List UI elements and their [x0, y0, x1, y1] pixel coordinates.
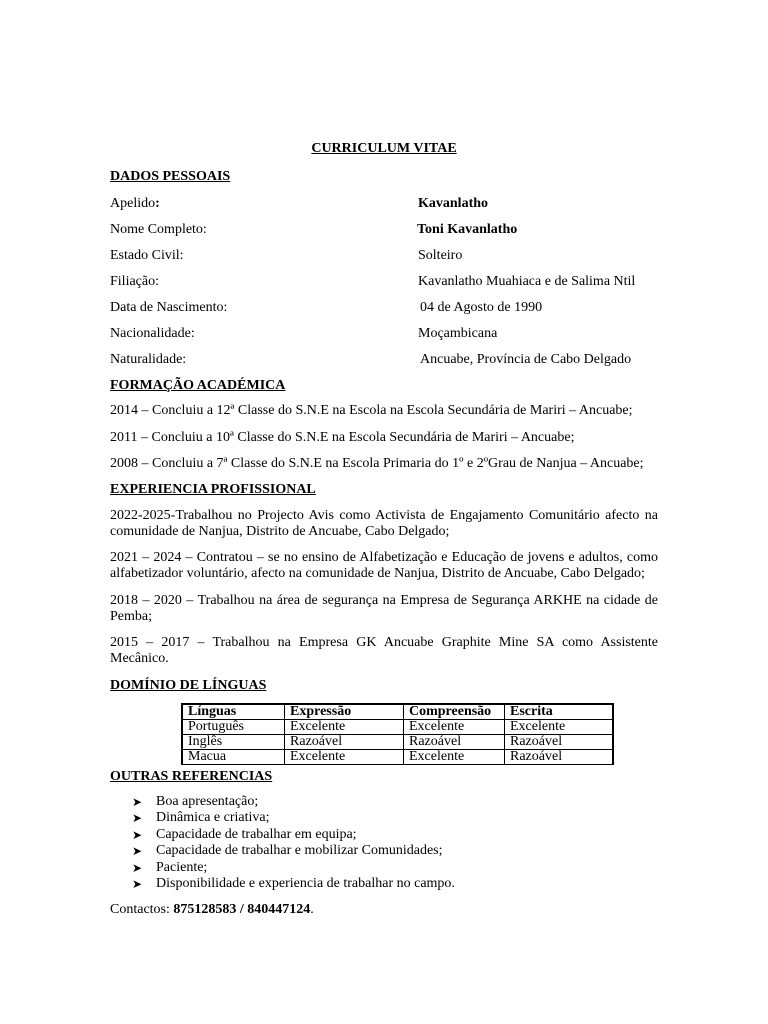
table-cell: Razoável: [505, 735, 614, 750]
education-item: 2014 – Concluiu a 12ª Classe do S.N.E na Escola na Escola Secundária de Mariri – Ancuabe;: [110, 403, 633, 418]
languages-table: [181, 703, 614, 765]
row-value: Ancuabe, Província de Cabo Delgado: [420, 352, 632, 367]
table-cell: Razoável: [404, 735, 505, 750]
list-item: [132, 827, 455, 843]
experience-item: 2022-2025-Trabalhou no Projecto Avis como Activista de Engajamento Comunitário afecto na comunidade de Nanjua, Distrito de Ancuabe, Cabo Delgado;: [110, 508, 658, 539]
table-cell: Excelente: [285, 720, 404, 735]
experience-heading: EXPERIENCIA PROFISSIONAL: [110, 482, 316, 497]
list-item-text: Paciente;: [156, 859, 208, 875]
table-row: [182, 750, 613, 765]
column-header: Escrita: [505, 704, 614, 720]
row-colon: :: [155, 196, 160, 211]
list-item-text: Disponibilidade e experiencia de trabalhar no campo.: [156, 876, 455, 892]
row-label: Nome Completo:: [110, 222, 207, 237]
row-value: Toni Kavanlatho: [417, 222, 518, 237]
experience-item: 2021 – 2024 – Contratou – se no ensino de Alfabetização e Educação de jovens e adultos, como alfabetizador voluntário, afecto na comunidade de Nanjua, Distrito de Ancuabe, Cabo Delgado;: [110, 550, 658, 581]
column-header: Línguas: [182, 704, 285, 720]
languages-heading: DOMÍNIO DE LÍNGUAS: [110, 678, 267, 693]
personal-row: [110, 300, 658, 318]
list-item-text: Dinâmica e criativa;: [156, 810, 270, 826]
document-title: CURRICULUM VITAE: [311, 141, 457, 156]
personal-row: [110, 326, 658, 344]
experience-item: 2015 – 2017 – Trabalhou na Empresa GK Ancuabe Graphite Mine SA como Assistente Mecânico.: [110, 635, 658, 666]
table-row: [182, 735, 613, 750]
personal-row: [110, 196, 658, 214]
column-header: Compreensão: [404, 704, 505, 720]
table-cell: Macua: [182, 750, 285, 765]
references-heading: OUTRAS REFERENCIAS: [110, 769, 273, 784]
arrowhead-bullet-icon: ➤: [132, 811, 143, 826]
personal-row: [110, 352, 658, 370]
row-label: Filiação:: [110, 274, 159, 289]
table-cell: Excelente: [404, 750, 505, 765]
table-cell: Português: [182, 720, 285, 735]
table-cell: Excelente: [285, 750, 404, 765]
personal-row: [110, 274, 658, 292]
row-value: Kavanlatho Muahiaca e de Salima Ntil: [418, 274, 636, 289]
row-label: Nacionalidade:: [110, 326, 195, 341]
table-cell: Excelente: [404, 720, 505, 735]
arrowhead-bullet-icon: ➤: [132, 795, 143, 809]
list-item-text: Capacidade de trabalhar em equipa;: [156, 826, 357, 842]
list-item: [132, 876, 455, 892]
list-item-text: Boa apresentação;: [156, 794, 259, 809]
arrowhead-bullet-icon: ➤: [132, 877, 143, 892]
arrowhead-bullet-icon: ➤: [132, 844, 143, 859]
table-cell: Razoável: [285, 735, 404, 750]
row-value: Solteiro: [418, 248, 463, 263]
row-label: Apelido: [110, 196, 156, 211]
table-header-row: [182, 704, 613, 720]
personal-data-heading: DADOS PESSOAIS: [110, 169, 231, 184]
table-cell: Inglês: [182, 735, 285, 750]
references-list: [132, 794, 455, 892]
row-value: Kavanlatho: [418, 196, 489, 211]
arrowhead-bullet-icon: ➤: [132, 827, 143, 842]
row-value: 04 de Agosto de 1990: [420, 300, 543, 315]
row-label: Data de Nascimento:: [110, 300, 228, 315]
contacts-phone: 875128583 / 840447124: [173, 902, 311, 917]
contacts-suffix: .: [310, 902, 314, 917]
personal-row: [110, 248, 658, 266]
personal-row: [110, 222, 658, 240]
row-label: Estado Civil:: [110, 248, 184, 263]
education-item: 2008 – Concluiu a 7ª Classe do S.N.E na Escola Primaria do 1º e 2ºGrau de Nanjua – Ancuabe;: [110, 456, 644, 471]
table-row: [182, 720, 613, 735]
table-cell: Razoável: [505, 750, 614, 765]
education-item: 2011 – Concluiu a 10ª Classe do S.N.E na Escola Secundária de Mariri – Ancuabe;: [110, 430, 575, 445]
contacts-label: Contactos:: [110, 902, 174, 917]
list-item-text: Capacidade de trabalhar e mobilizar Comunidades;: [156, 843, 443, 859]
row-label: Naturalidade:: [110, 352, 187, 367]
arrowhead-bullet-icon: ➤: [132, 860, 143, 875]
list-item: [132, 794, 455, 810]
list-item: [132, 860, 455, 876]
table-cell: Excelente: [505, 720, 614, 735]
contacts-line: [110, 902, 314, 918]
experience-item: 2018 – 2020 – Trabalhou na área de segurança na Empresa de Segurança ARKHE na cidade de Pemba;: [110, 593, 658, 624]
list-item: [132, 810, 455, 826]
row-value: Moçambicana: [418, 326, 498, 341]
education-heading: FORMAÇÃO ACADÉMICA: [110, 378, 286, 393]
column-header: Expressão: [285, 704, 404, 720]
list-item: [132, 843, 455, 859]
